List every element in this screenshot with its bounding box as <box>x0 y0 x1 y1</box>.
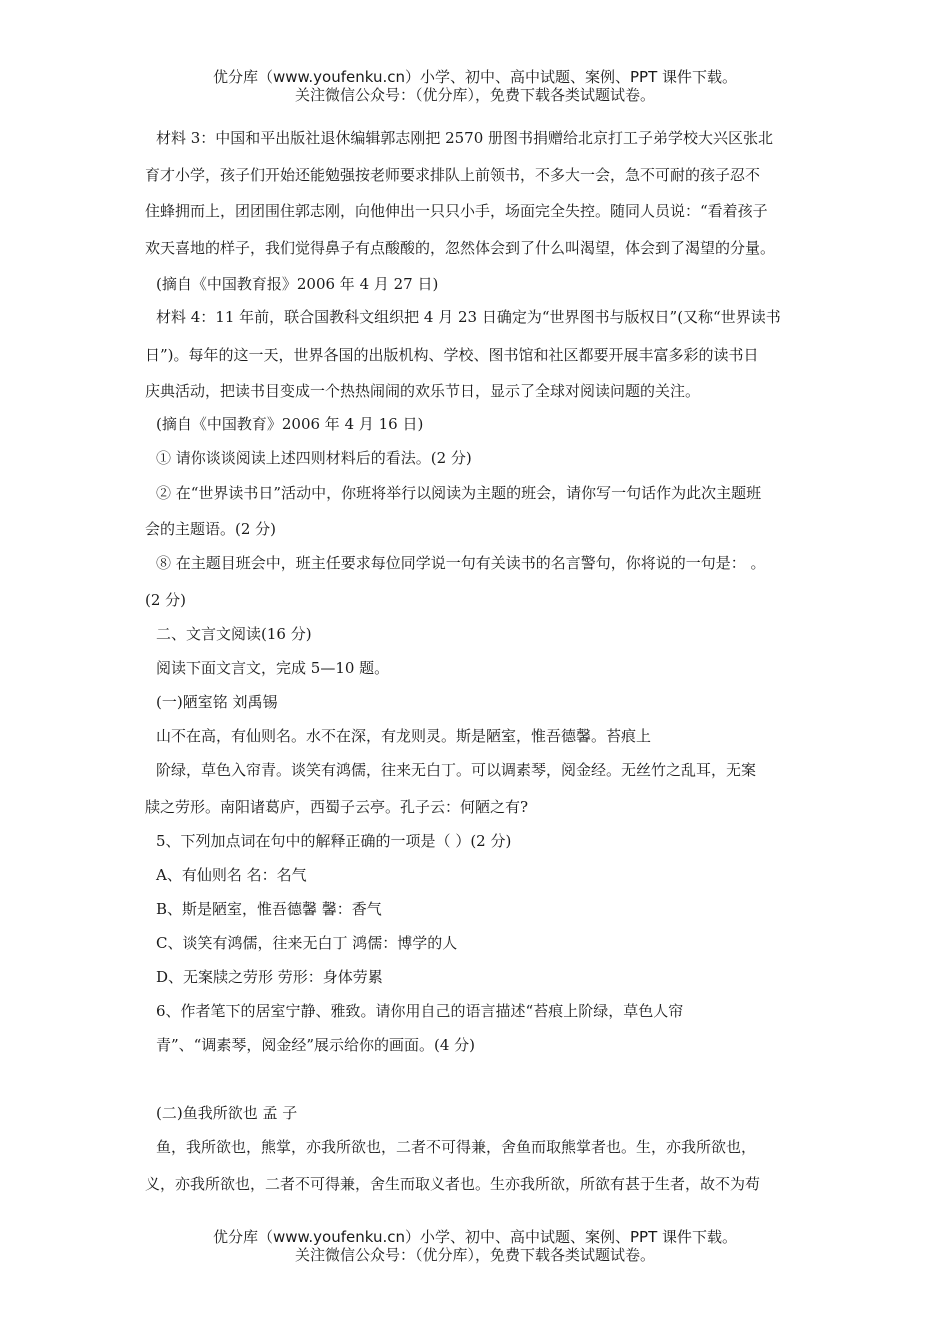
passage-1-line-3: 牍之劳形。南阳诸葛庐，西蜀子云亭。孔子云：何陋之有? <box>145 798 529 816</box>
material-4-source: (摘自《中国教育》2006 年 4 月 16 日) <box>156 415 424 433</box>
question-3-line-1: ⑧ 在主题目班会中，班主任要求每位同学说一句有关读书的名言警句，你将说的一句是： 。 <box>156 554 766 572</box>
material-4-line-1: 材料 4：11 年前，联合国教科文组织把 4 月 23 日确定为“世界图书与版权日”(又称“世界读书 <box>156 308 781 326</box>
passage-2-line-2: 义，亦我所欲也，二者不可得兼，舍生而取义者也。生亦我所欲，所欲有甚于生者，故不为苟 <box>145 1175 761 1193</box>
question-2-line-1: ② 在“世界读书日”活动中，你班将举行以阅读为主题的班会，请你写一句话作为此次主题班 <box>156 484 762 502</box>
passage-1-line-2: 阶绿，草色入帘青。谈笑有鸿儒，往来无白丁。可以调素琴，阅金经。无丝竹之乱耳，无案 <box>156 761 757 779</box>
question-1: ① 请你谈谈阅读上述四则材料后的看法。(2 分) <box>156 449 472 467</box>
material-4-line-3: 庆典活动，把读书目变成一个热热闹闹的欢乐节日，显示了全球对阅读问题的关注。 <box>145 382 701 400</box>
material-4-line-2: 日”)。每年的这一天，世界各国的出版机构、学校、图书馆和社区都要开展丰富多彩的读书日 <box>145 346 759 364</box>
option-b: B、斯是陋室，惟吾德馨 馨：香气 <box>156 900 382 918</box>
page-footer <box>0 1228 950 1264</box>
option-d: D、无案牍之劳形 劳形：身体劳累 <box>156 968 383 986</box>
section-2-heading: 二、文言文阅读(16 分) <box>156 625 312 643</box>
material-3-line-2: 育才小学，孩子们开始还能勉强按老师要求排队上前领书，不多大一会，急不可耐的孩子忍不 <box>145 166 761 184</box>
passage-2-line-1: 鱼，我所欲也，熊掌，亦我所欲也，二者不可得兼，舍鱼而取熊掌者也。生，亦我所欲也， <box>156 1138 757 1156</box>
option-c: C、谈笑有鸿儒，往来无白丁 鸿儒：博学的人 <box>156 934 458 952</box>
footer-line-1: 优分库（www.youfenku.cn）小学、初中、高中试题、案例、PPT 课件下载。 <box>212 1228 738 1246</box>
material-3-source: (摘自《中国教育报》2006 年 4 月 27 日) <box>156 275 439 293</box>
material-3-line-1: 材料 3：中国和平出版社退休编辑郭志刚把 2570 册图书捐赠给北京打工子弟学校大兴区张北 <box>156 129 774 147</box>
page-header <box>0 68 950 104</box>
footer-line-2: 关注微信公众号：（优分库），免费下载各类试题试卷。 <box>294 1246 655 1264</box>
option-a: A、有仙则名 名：名气 <box>156 866 307 884</box>
question-5: 5、下列加点词在句中的解释正确的一项是（ ）(2 分) <box>156 832 512 850</box>
material-3-line-4: 欢天喜地的样子，我们觉得鼻子有点酸酸的，忽然体会到了什么叫渴望，体会到了渴望的分量。 <box>145 239 776 257</box>
header-line-2: 关注微信公众号：（优分库），免费下载各类试题试卷。 <box>294 86 655 104</box>
passage-1-line-1: 山不在高，有仙则名。水不在深，有龙则灵。斯是陋室，惟吾德馨。苔痕上 <box>156 727 652 745</box>
passage-1-title: (一)陋室铭 刘禹锡 <box>156 693 278 711</box>
question-6-line-2: 青”、“调素琴，阅金经”展示给你的画面。(4 分) <box>156 1036 476 1054</box>
question-3-line-2: (2 分) <box>145 591 187 609</box>
section-2-instruction: 阅读下面文言文，完成 5—10 题。 <box>156 659 390 677</box>
question-6-line-1: 6、作者笔下的居室宁静、雅致。请你用自己的语言描述“苔痕上阶绿，草色人帘 <box>156 1002 684 1020</box>
header-line-1: 优分库（www.youfenku.cn）小学、初中、高中试题、案例、PPT 课件下载。 <box>212 68 738 86</box>
passage-2-title: (二)鱼我所欲也 孟 子 <box>156 1104 298 1122</box>
question-2-line-2: 会的主题语。(2 分) <box>145 520 277 538</box>
material-3-line-3: 住蜂拥而上，团团围住郭志刚，向他伸出一只只小手，场面完全失控。随同人员说：“看着孩子 <box>145 202 768 220</box>
